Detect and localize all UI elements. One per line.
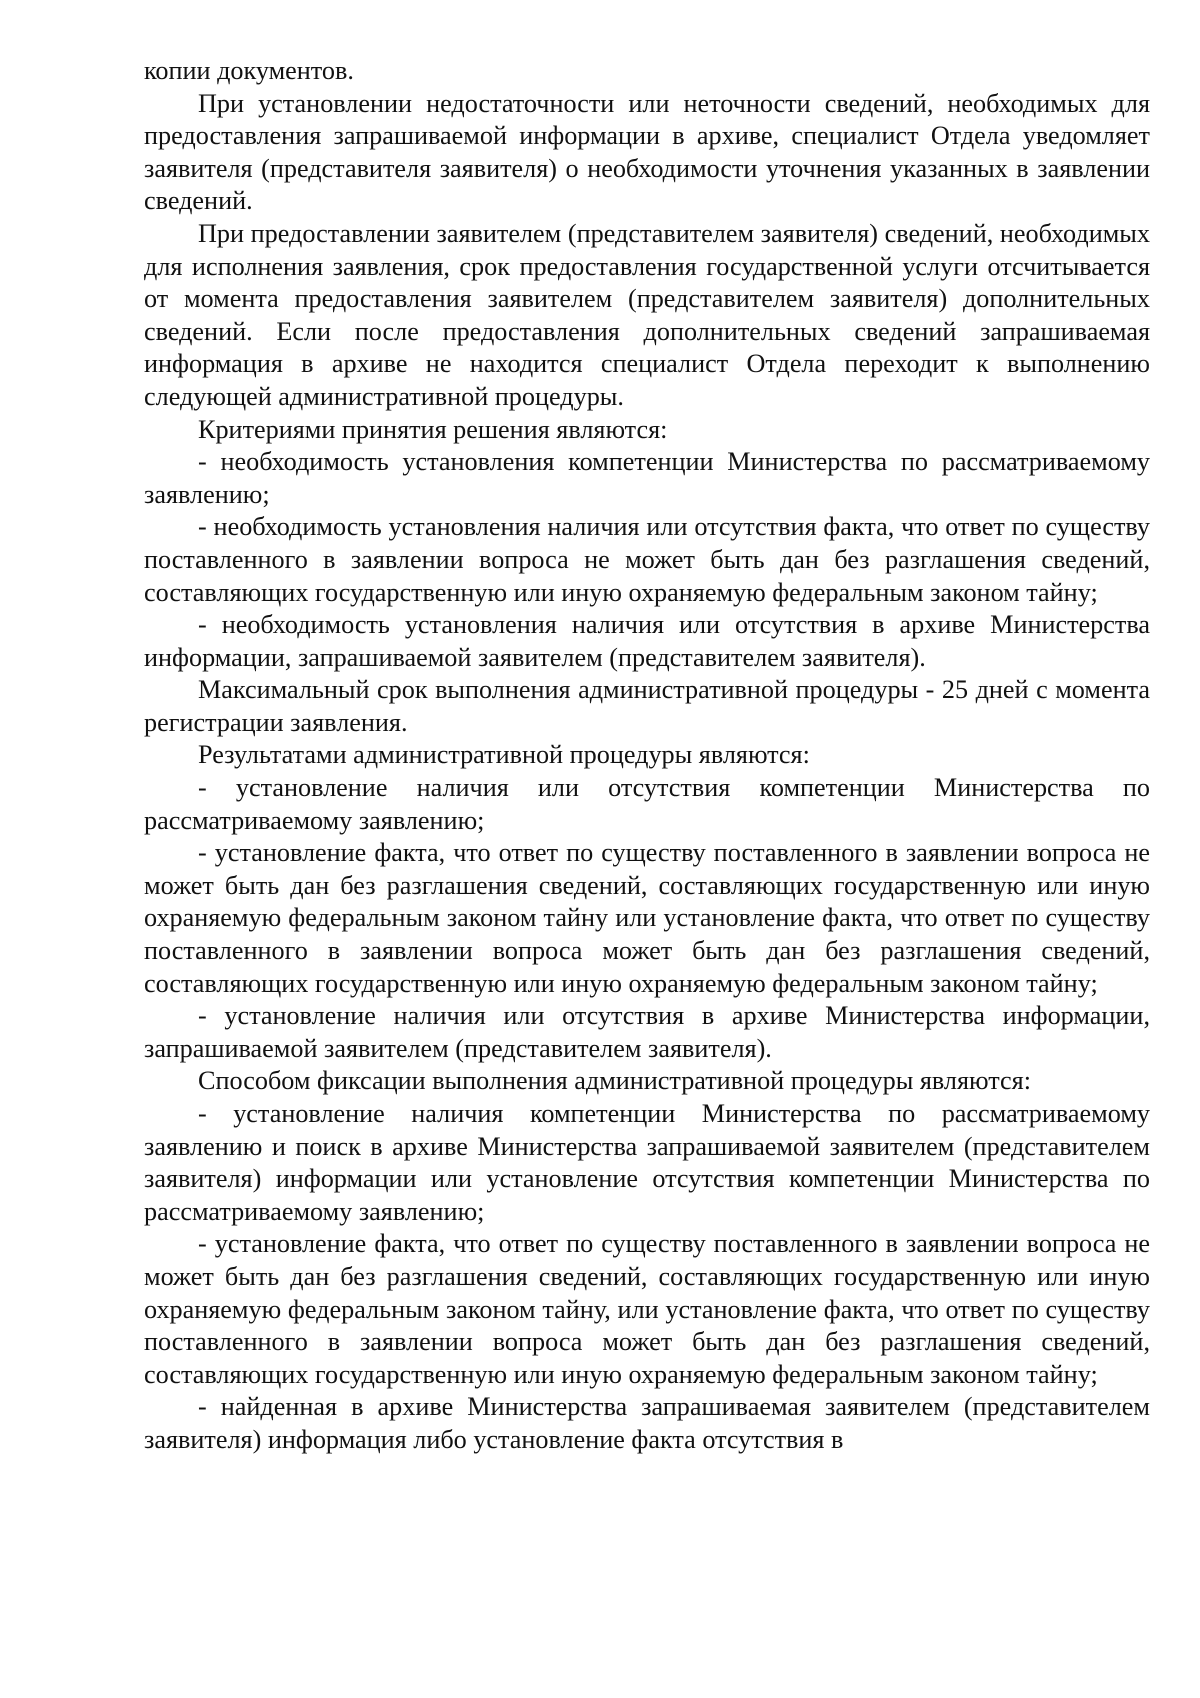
paragraph-11: - установление факта, что ответ по существу поставленного в заявлении вопроса не может быть дан без разглашения сведений, составляющих государственную или иную охраняемую федеральным законом тайну или установление факта, что ответ по существу поставленного в заявлении вопроса может быть дан без разглашения сведений, составляющих государственную или иную охраняемую федеральным законом тайну; [144, 838, 1150, 998]
paragraph-14: - установление наличия компетенции Министерства по рассматриваемому заявлению и поиск в архиве Министерства запрашиваемой заявителем (представителем заявителя) информации или установление отсутствия компетенции Министерства по рассматриваемому заявлению; [144, 1099, 1150, 1226]
paragraph-16: - найденная в архиве Министерства запрашиваемая заявителем (представителем заявителя) информация либо установление факта отсутствия в [144, 1392, 1150, 1454]
paragraph-1: копии документов. [144, 56, 354, 85]
document-page [144, 55, 1150, 1457]
paragraph-7: - необходимость установления наличия или отсутствия в архиве Министерства информации, запрашиваемой заявителем (представителем заявителя). [144, 610, 1150, 672]
paragraph-10: - установление наличия или отсутствия компетенции Министерства по рассматриваемому заявлению; [144, 773, 1150, 835]
paragraph-3: При предоставлении заявителем (представителем заявителя) сведений, необходимых для исполнения заявления, срок предоставления государственной услуги отсчитывается от момента предоставления заявителем (представителем заявителя) дополнительных сведений. Если после предоставления дополнительных сведений запрашиваемая информация в архиве не находится специалист Отдела переходит к выполнению следующей административной процедуры. [144, 218, 1150, 411]
paragraph-6: - необходимость установления наличия или отсутствия факта, что ответ по существу поставленного в заявлении вопроса не может быть дан без разглашения сведений, составляющих государственную или иную охраняемую федеральным законом тайну; [144, 512, 1150, 607]
paragraph-4: Критериями принятия решения являются: [198, 414, 668, 444]
paragraph-15: - установление факта, что ответ по существу поставленного в заявлении вопроса не может быть дан без разглашения сведений, составляющих государственную или иную охраняемую федеральным законом тайну, или установление факта, что ответ по существу поставленного в заявлении вопроса может быть дан без разглашения сведений, составляющих государственную или иную охраняемую федеральным законом тайну; [144, 1229, 1150, 1389]
paragraph-5: - необходимость установления компетенции Министерства по рассматриваемому заявлению; [144, 447, 1150, 509]
paragraph-12: - установление наличия или отсутствия в архиве Министерства информации, запрашиваемой заявителем (представителем заявителя). [144, 1001, 1150, 1063]
paragraph-9: Результатами административной процедуры являются: [198, 740, 810, 770]
paragraph-13: Способом фиксации выполнения административной процедуры являются: [198, 1066, 1031, 1096]
paragraph-2: При установлении недостаточности или неточности сведений, необходимых для предоставления запрашиваемой информации в архиве, специалист Отдела уведомляет заявителя (представителя заявителя) о необходимости уточнения указанных в заявлении сведений. [144, 88, 1150, 216]
paragraph-8: Максимальный срок выполнения административной процедуры - 25 дней с момента регистрации заявления. [144, 675, 1150, 737]
